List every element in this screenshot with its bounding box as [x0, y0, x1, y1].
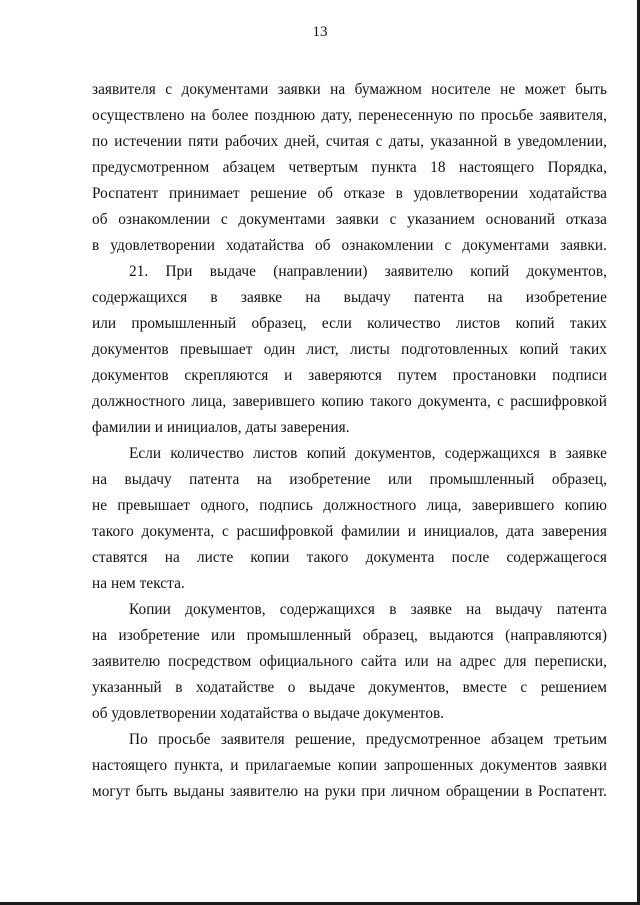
text-line: об удовлетворении ходатайства о выдаче документов.: [92, 705, 445, 722]
text-line: заявителя с документами заявки на бумажном носителе не может быть: [92, 81, 607, 98]
text-line: такого документа, с расшифровкой фамилии и инициалов, дата заверения: [92, 523, 607, 540]
paragraph-continuation: [92, 77, 607, 259]
text-line: или промышленный образец, если количество листов копий таких: [92, 315, 607, 332]
text-line: об ознакомлении с документами заявки с указанием оснований отказа: [92, 211, 607, 228]
document-body: [92, 77, 607, 805]
text-line: по истечении пяти рабочих дней, считая с даты, указанной в уведомлении,: [92, 133, 607, 150]
text-line: не превышает одного, подпись должностного лица, заверившего копию: [92, 497, 607, 514]
text-line: настоящего пункта, и прилагаемые копии запрошенных документов заявки: [92, 757, 607, 774]
text-line: По просьбе заявителя решение, предусмотренное абзацем третьим: [129, 731, 607, 748]
text-line: документов превышает один лист, листы подготовленных копий таких: [92, 341, 607, 358]
text-line: фамилии и инициалов, даты заверения.: [92, 419, 350, 436]
text-line: содержащихся в заявке на выдачу патента на изобретение: [92, 289, 607, 306]
text-line: осуществлено на более позднюю дату, перенесенную по просьбе заявителя,: [92, 107, 607, 124]
page-number: 13: [312, 24, 328, 40]
paragraph-copies-issued: [92, 597, 607, 727]
text-line: Копии документов, содержащихся в заявке на выдачу патента: [129, 601, 607, 618]
text-line: Если количество листов копий документов, содержащихся в заявке: [129, 445, 607, 462]
text-line: на нем текста.: [92, 575, 185, 592]
text-line: в удовлетворении ходатайства об ознакомлении с документами заявки.: [92, 237, 607, 254]
paragraph-point-21: [92, 259, 607, 441]
text-line: 21. При выдаче (направлении) заявителю копий документов,: [129, 263, 607, 280]
text-line: Роспатент принимает решение об отказе в удовлетворении ходатайства: [92, 185, 607, 202]
text-line: на изобретение или промышленный образец, выдаются (направляются): [92, 627, 607, 644]
text-line: ставятся на листе копии такого документа после содержащегося: [92, 549, 607, 566]
text-line: документов скрепляются и заверяются путем простановки подписи: [92, 367, 607, 384]
text-line: предусмотренном абзацем четвертым пункта 18 настоящего Порядка,: [92, 159, 607, 176]
text-line: заявителю посредством официального сайта или на адрес для переписки,: [92, 653, 607, 670]
text-line: указанный в ходатайстве о выдаче документов, вместе с решением: [92, 679, 607, 696]
text-line: на выдачу патента на изобретение или промышленный образец,: [92, 471, 607, 488]
paragraph-single-sheet: [92, 441, 607, 597]
text-line: могут быть выданы заявителю на руки при личном обращении в Роспатент.: [92, 783, 607, 800]
text-line: должностного лица, заверившего копию такого документа, с расшифровкой: [92, 393, 607, 410]
paragraph-in-person: [92, 727, 607, 805]
